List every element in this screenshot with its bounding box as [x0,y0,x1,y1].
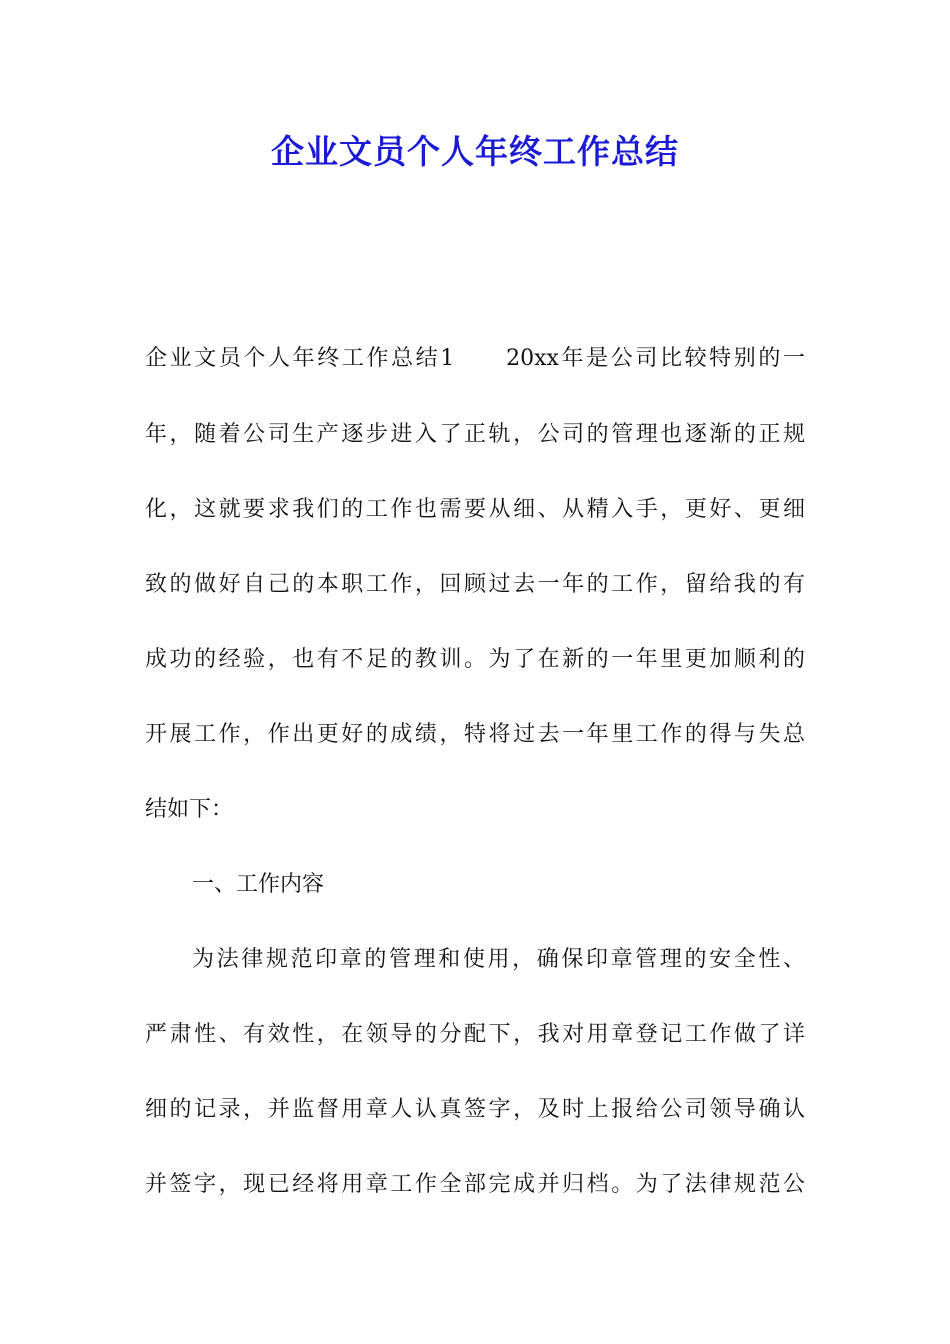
section-heading: 一、工作内容 [192,872,325,897]
body-line: 严肃性、有效性，在领导的分配下，我对用章登记工作做了详 [145,1022,805,1047]
body-line: 化，这就要求我们的工作也需要从细、从精入手，更好、更细 [145,497,805,522]
body-line: 为法律规范印章的管理和使用，确保印章管理的安全性、 [192,947,805,972]
body-line: 开展工作，作出更好的成绩，特将过去一年里工作的得与失总 [145,722,805,747]
body-line: 企业文员个人年终工作总结1 20xx年是公司比较特别的一 [145,346,805,371]
document-title: 企业文员个人年终工作总结 [271,132,679,171]
body-line: 致的做好自己的本职工作，回顾过去一年的工作，留给我的有 [145,572,805,597]
body-line: 成功的经验，也有不足的教训。为了在新的一年里更加顺利的 [145,647,805,672]
body-line: 并签字，现已经将用章工作全部完成并归档。为了法律规范公 [145,1172,805,1197]
body-line: 细的记录，并监督用章人认真签字，及时上报给公司领导确认 [145,1097,805,1122]
body-line: 结如下： [145,797,234,822]
body-line: 年，随着公司生产逐步进入了正轨，公司的管理也逐渐的正规 [145,422,805,447]
